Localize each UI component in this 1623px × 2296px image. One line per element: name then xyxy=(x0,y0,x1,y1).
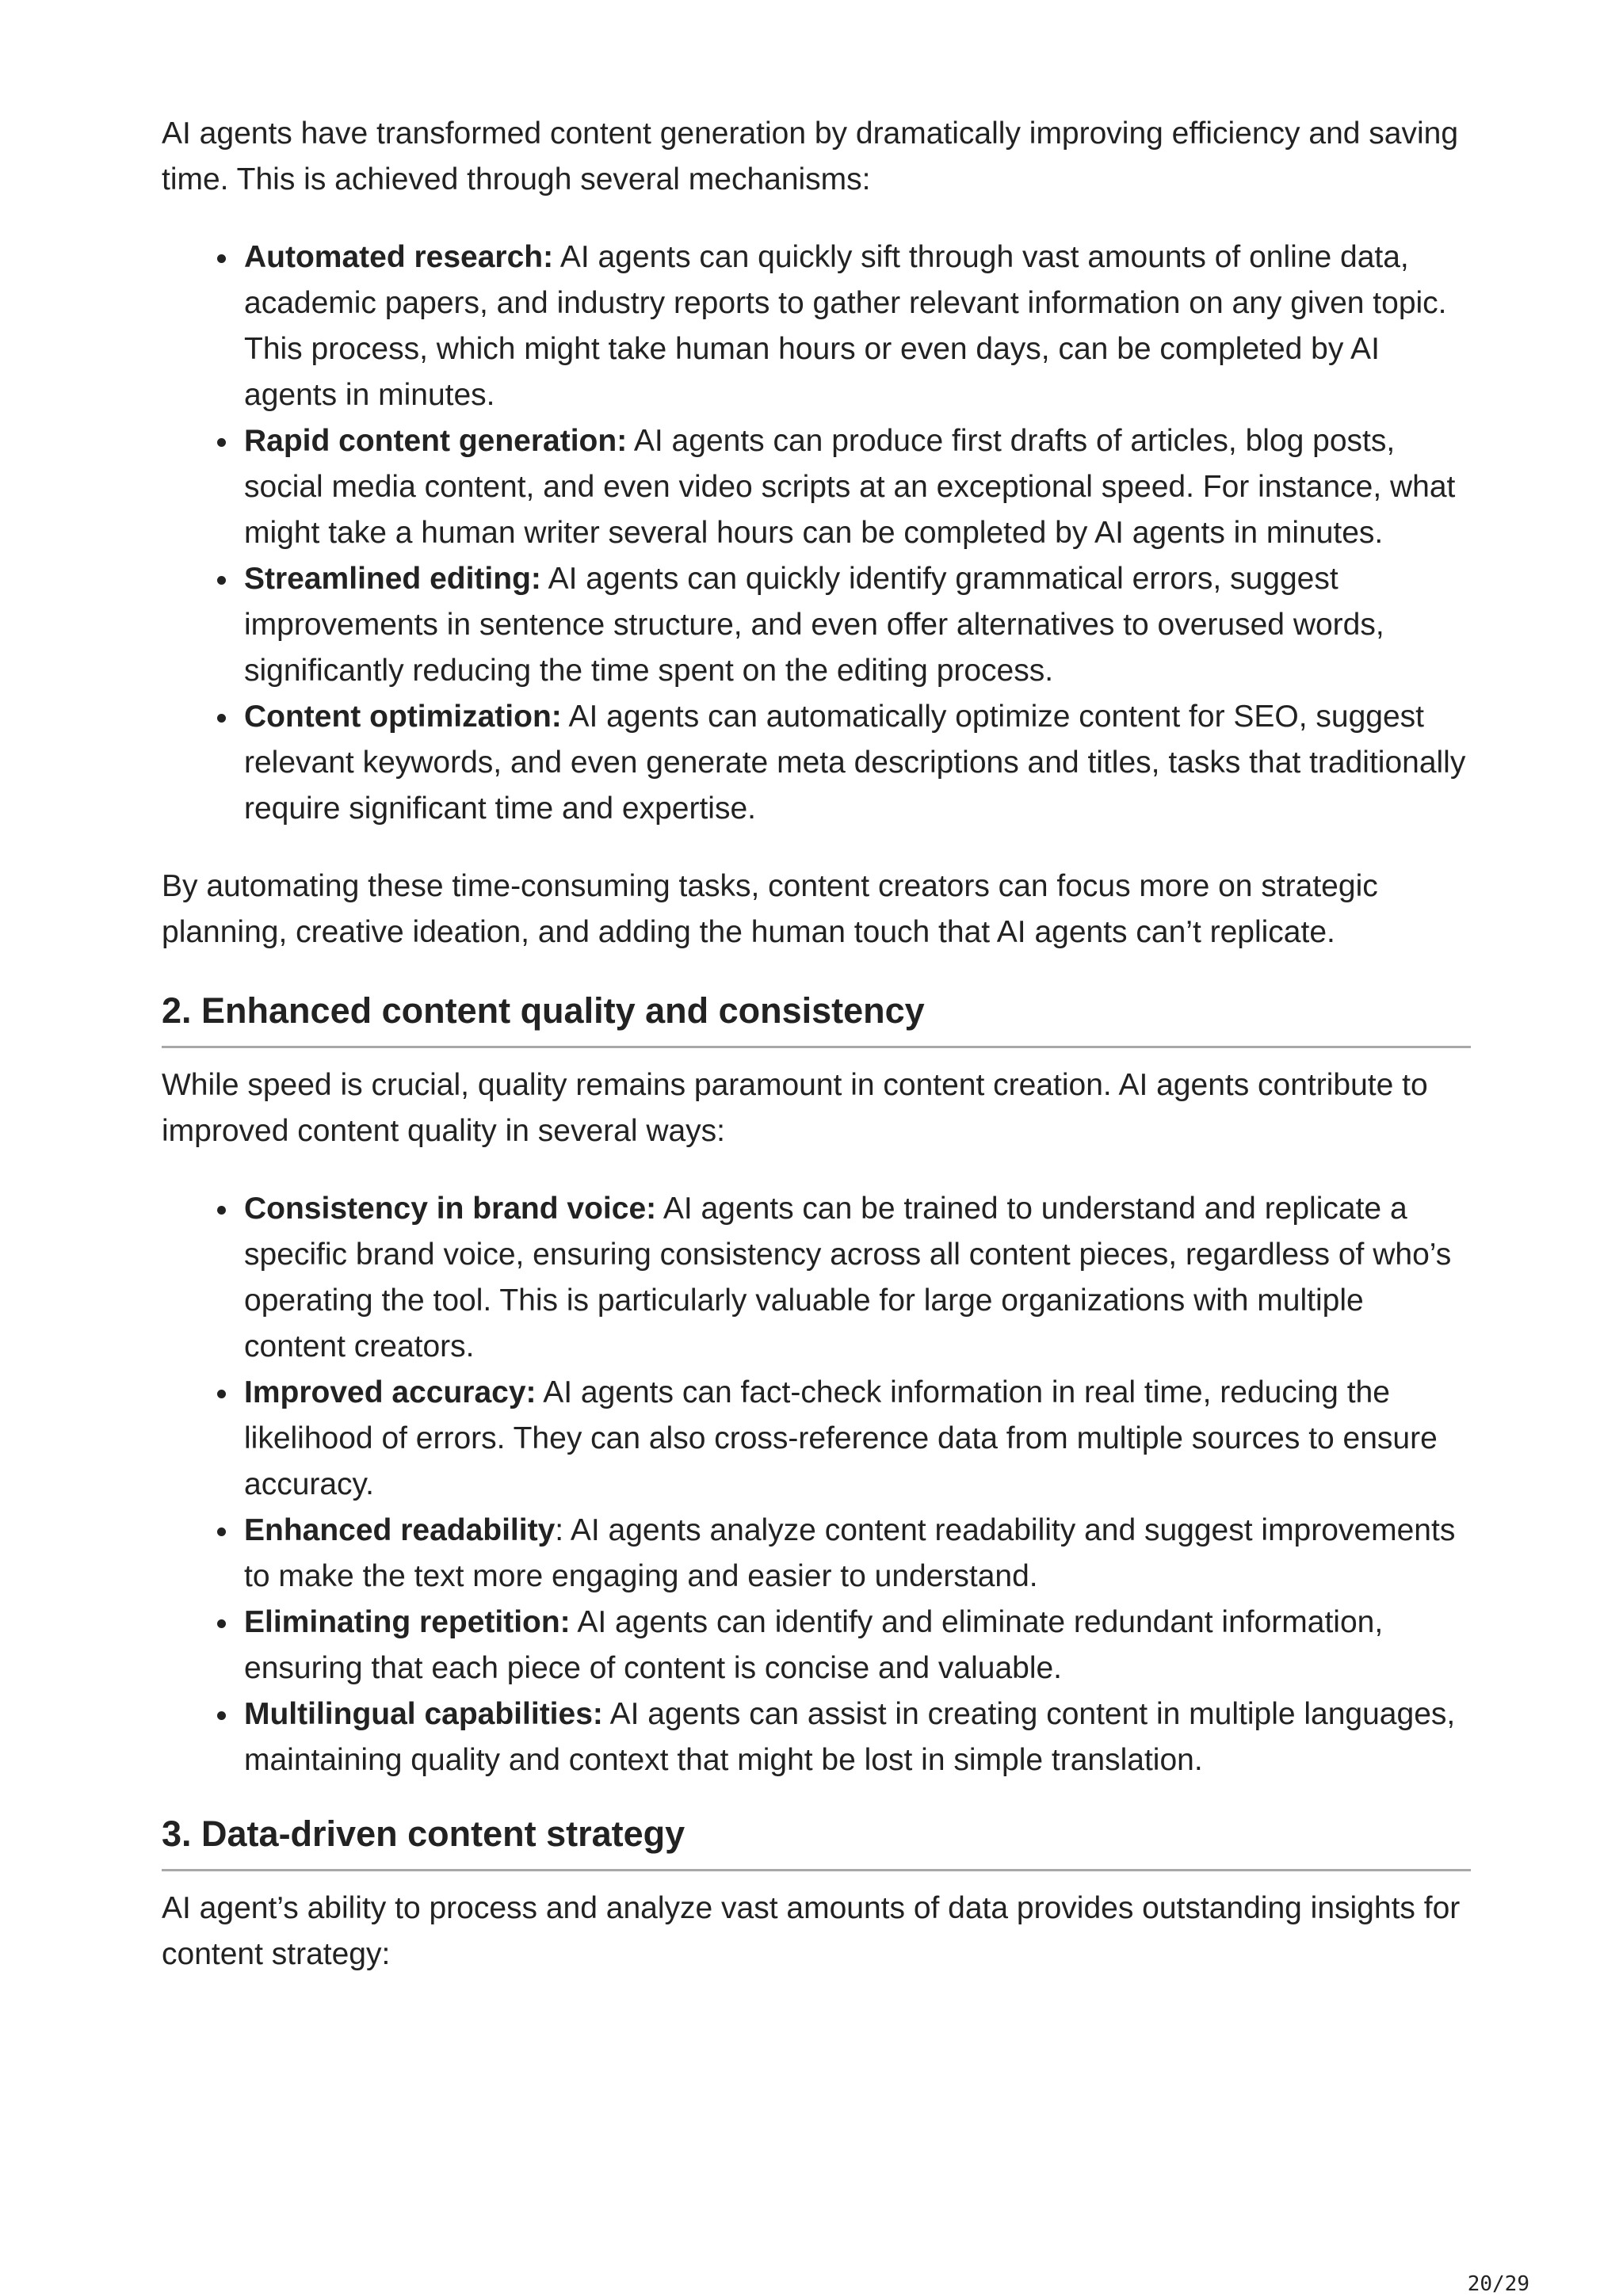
bullet-icon xyxy=(217,1206,226,1215)
section-heading-strategy: 3. Data-driven content strategy xyxy=(162,1810,1471,1871)
page-number: 20/29 xyxy=(1467,2272,1529,2296)
quality-list xyxy=(162,1186,1471,1783)
list-item xyxy=(244,418,1471,556)
list-item xyxy=(244,1370,1471,1508)
list-item-term: Eliminating repetition: xyxy=(244,1605,571,1639)
bullet-icon xyxy=(217,1619,226,1628)
list-item-term: Improved accuracy: xyxy=(244,1375,537,1409)
list-item xyxy=(244,694,1471,832)
list-item-term: Rapid content generation: xyxy=(244,424,628,458)
list-item-text: AI agents can quickly identify grammatical errors, suggest improvements in sentence structure, and even offer alternatives to overused words, significantly reducing the time spent on the editing process. xyxy=(244,562,1384,688)
list-item-text: AI agents can identify and eliminate redundant information, ensuring that each piece of content is concise and valuable. xyxy=(244,1605,1384,1685)
list-item-text: AI agents can fact-check information in real time, reducing the likelihood of errors. They can also cross-reference data from multiple sources to ensure accuracy. xyxy=(244,1375,1438,1501)
list-item-text: AI agents can be trained to understand and replicate a specific brand voice, ensuring consistency across all content pieces, regardless of who’s operating the tool. This is particularly valuable for large organizations with multiple content creators. xyxy=(244,1192,1452,1363)
list-item xyxy=(244,1691,1471,1783)
list-item xyxy=(244,1600,1471,1691)
list-item-term: Streamlined editing: xyxy=(244,562,541,596)
list-item-term: Content optimization: xyxy=(244,700,562,734)
bullet-icon xyxy=(217,1390,226,1398)
section3-intro-paragraph: AI agent’s ability to process and analyze vast amounts of data provides outstanding insights for content strategy: xyxy=(162,1891,1461,1971)
summary-paragraph: By automating these time-consuming tasks, content creators can focus more on strategic planning, creative ideation, and adding the human touch that AI agents can’t replicate. xyxy=(162,869,1378,949)
list-item xyxy=(244,235,1471,418)
list-item-text: AI agents can assist in creating content in multiple languages, maintaining quality and context that might be lost in simple translation. xyxy=(244,1697,1456,1777)
list-item-term: Automated research: xyxy=(244,240,554,274)
bullet-icon xyxy=(217,576,226,585)
document-page xyxy=(162,111,1471,1978)
list-item-text: AI agents can quickly sift through vast amounts of online data, academic papers, and industry reports to gather relevant information on any given topic. This process, which might take human hours or even days, can be completed by AI agents in minutes. xyxy=(244,240,1447,412)
bullet-icon xyxy=(217,1711,226,1720)
list-item-text: AI agents can automatically optimize content for SEO, suggest relevant keywords, and even generate meta descriptions and titles, tasks that traditionally require significant time and expertise. xyxy=(244,700,1466,826)
list-item-text: AI agents analyze content readability and suggest improvements to make the text more engaging and easier to understand. xyxy=(244,1513,1456,1593)
section-heading-quality: 2. Enhanced content quality and consistency xyxy=(162,987,1471,1048)
list-item-term: Consistency in brand voice: xyxy=(244,1192,657,1226)
bullet-icon xyxy=(217,254,226,263)
list-item xyxy=(244,1186,1471,1370)
section2-intro-paragraph: While speed is crucial, quality remains paramount in content creation. AI agents contribute to improved content quality in several ways: xyxy=(162,1068,1428,1148)
bullet-icon xyxy=(217,1527,226,1536)
list-item-term: Enhanced readability xyxy=(244,1513,556,1547)
list-item-text: AI agents can produce first drafts of articles, blog posts, social media content, and even video scripts at an exceptional speed. For instance, what might take a human writer several hours can be completed by AI agents in minutes. xyxy=(244,424,1456,550)
list-item xyxy=(244,556,1471,694)
bullet-icon xyxy=(217,714,226,723)
list-item: Enhanced readability: AI agents analyze content readability and suggest improvements to make the text more engaging and easier to understand. xyxy=(244,1508,1471,1600)
bullet-icon xyxy=(217,438,226,447)
efficiency-list xyxy=(162,235,1471,832)
intro-paragraph: AI agents have transformed content generation by dramatically improving efficiency and saving time. This is achieved through several mechanisms: xyxy=(162,116,1459,196)
list-item-term: Multilingual capabilities: xyxy=(244,1697,603,1731)
